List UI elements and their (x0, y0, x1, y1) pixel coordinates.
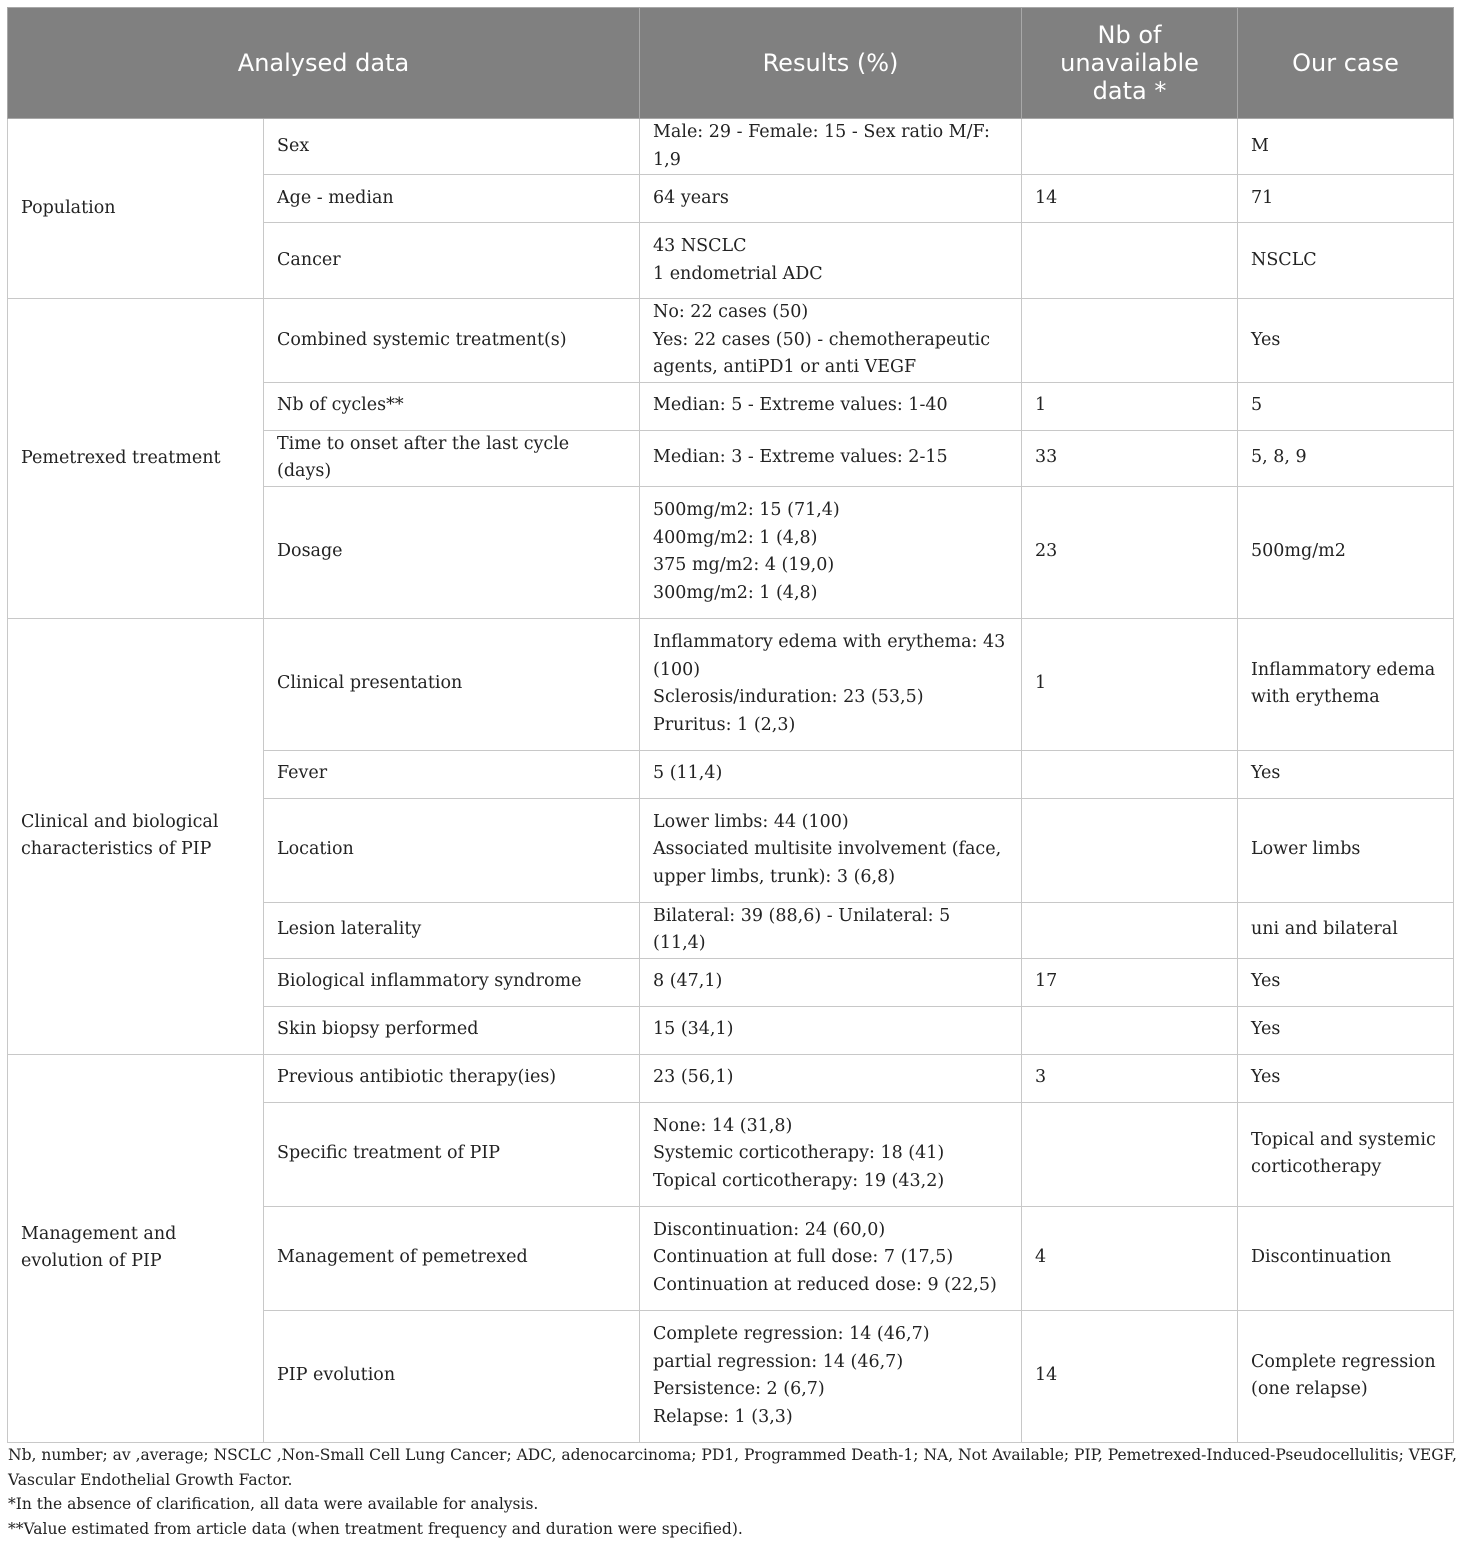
row-results (640, 486, 1022, 618)
our-case-line: (one relapse) (1251, 1379, 1368, 1399)
row-item-label: Fever (264, 750, 640, 798)
results-line: Pruritus: 1 (2,3) (653, 714, 796, 735)
footnote-cycles: **Value estimated from article data (when treatment frequency and duration were specified). (8, 1519, 743, 1538)
our-case-line: Yes (1251, 1067, 1281, 1088)
row-results (640, 750, 1022, 798)
row-our-case (1238, 486, 1454, 618)
row-our-case (1238, 175, 1454, 223)
table-row (8, 618, 1454, 750)
row-item-label: Age - median (264, 175, 640, 223)
results-line: partial regression: 14 (46,7) (653, 1351, 904, 1372)
our-case-line: 71 (1251, 187, 1274, 208)
header-unavailable: Nb of unavailable data * (1022, 8, 1238, 119)
table-header-row (8, 8, 1454, 119)
row-unavailable-count (1022, 798, 1238, 902)
row-item-label: PIP evolution (264, 1310, 640, 1442)
our-case-line: 5 (1251, 395, 1263, 416)
footnotes (8, 1443, 1458, 1541)
row-results (640, 430, 1022, 486)
results-line: 64 years (653, 187, 729, 208)
row-item-label: Management of pemetrexed (264, 1206, 640, 1310)
results-line: Persistence: 2 (6,7) (653, 1379, 825, 1399)
results-line: 5 (11,4) (653, 763, 723, 784)
our-case-line: Complete regression (1251, 1351, 1436, 1372)
row-our-case (1238, 798, 1454, 902)
row-results (640, 798, 1022, 902)
results-line: Bilateral: 39 (88,6) - Unilateral: 5 (11,4) (653, 905, 951, 953)
results-table (7, 7, 1454, 1443)
row-results (640, 1006, 1022, 1054)
row-unavailable-count: 1 (1022, 618, 1238, 750)
results-line: Male: 29 - Female: 15 - Sex ratio M/F: 1,9 (653, 122, 990, 170)
our-case-line: corticotherapy (1251, 1157, 1382, 1177)
results-line: 15 (34,1) (653, 1019, 734, 1040)
results-line: 43 NSCLC (653, 236, 747, 256)
row-unavailable-count (1022, 1006, 1238, 1054)
our-case-line: Yes (1251, 329, 1281, 350)
row-item-label: Cancer (264, 223, 640, 299)
row-results (640, 902, 1022, 958)
results-line: Continuation at reduced dose: 9 (22,5) (653, 1274, 997, 1295)
results-line: Complete regression: 14 (46,7) (653, 1324, 930, 1344)
row-unavailable-count: 33 (1022, 430, 1238, 486)
results-line: 1 endometrial ADC (653, 263, 823, 284)
row-our-case (1238, 382, 1454, 430)
our-case-line: Discontinuation (1251, 1247, 1392, 1268)
our-case-line: 500mg/m2 (1251, 541, 1346, 562)
header-results: Results (%) (640, 8, 1022, 119)
row-results (640, 223, 1022, 299)
header-our-case: Our case (1238, 8, 1454, 119)
row-item-label: Clinical presentation (264, 618, 640, 750)
our-case-line: with erythema (1251, 687, 1380, 707)
row-results (640, 1206, 1022, 1310)
row-our-case (1238, 223, 1454, 299)
table-row (8, 299, 1454, 383)
table-body (8, 119, 1454, 1443)
our-case-line: Topical and systemic (1251, 1129, 1436, 1150)
results-line: Discontinuation: 24 (60,0) (653, 1219, 886, 1240)
our-case-line: Yes (1251, 763, 1281, 784)
our-case-line: uni and bilateral (1251, 919, 1398, 940)
row-unavailable-count: 1 (1022, 382, 1238, 430)
row-item-label: Dosage (264, 486, 640, 618)
row-unavailable-count: 14 (1022, 175, 1238, 223)
row-results (640, 618, 1022, 750)
results-line: 400mg/m2: 1 (4,8) (653, 527, 818, 548)
results-line: No: 22 cases (50) (653, 302, 809, 322)
results-line: agents, antiPD1 or anti VEGF (653, 357, 917, 377)
results-line: Yes: 22 cases (50) - chemotherapeutic (653, 329, 991, 350)
row-item-label: Location (264, 798, 640, 902)
row-unavailable-count (1022, 1102, 1238, 1206)
row-our-case (1238, 1310, 1454, 1442)
row-unavailable-count: 17 (1022, 958, 1238, 1006)
row-item-label: Lesion laterality (264, 902, 640, 958)
row-our-case (1238, 430, 1454, 486)
row-unavailable-count (1022, 750, 1238, 798)
row-item-label: Sex (264, 119, 640, 175)
row-our-case (1238, 1206, 1454, 1310)
row-unavailable-count: 14 (1022, 1310, 1238, 1442)
our-case-line: Inflammatory edema (1251, 659, 1436, 680)
results-line: Systemic corticotherapy: 18 (41) (653, 1143, 945, 1164)
group-label: Clinical and biological characteristics of PIP (8, 618, 264, 1054)
results-line: Continuation at full dose: 7 (17,5) (653, 1247, 954, 1268)
results-line: None: 14 (31,8) (653, 1115, 793, 1136)
row-item-label: Combined systemic treatment(s) (264, 299, 640, 383)
row-our-case (1238, 750, 1454, 798)
footnote-abbreviations: Nb, number; av ,average; NSCLC ,Non-Small Cell Lung Cancer; ADC, adenocarcinoma; PD1, Programmed Death-1; NA, Not Available; PIP, Pemetrexed-Induced-Pseudocellulitis; VEGF, Vascular Endothelial Growth Factor. (8, 1446, 1457, 1489)
row-results (640, 175, 1022, 223)
row-item-label: Nb of cycles** (264, 382, 640, 430)
row-unavailable-count (1022, 902, 1238, 958)
row-item-label: Time to onset after the last cycle (days) (264, 430, 640, 486)
row-our-case (1238, 618, 1454, 750)
group-label: Pemetrexed treatment (8, 299, 264, 619)
row-item-label: Biological inflammatory syndrome (264, 958, 640, 1006)
results-line: Associated multisite involvement (face, (653, 839, 1002, 860)
row-our-case (1238, 1006, 1454, 1054)
results-line: 8 (47,1) (653, 971, 723, 992)
results-line: Relapse: 1 (3,3) (653, 1406, 793, 1427)
our-case-line: M (1251, 135, 1269, 156)
row-our-case (1238, 1102, 1454, 1206)
row-results (640, 1054, 1022, 1102)
results-line: Topical corticotherapy: 19 (43,2) (653, 1170, 945, 1191)
row-results (640, 382, 1022, 430)
row-unavailable-count: 3 (1022, 1054, 1238, 1102)
row-our-case (1238, 902, 1454, 958)
row-unavailable-count (1022, 299, 1238, 383)
header-analysed-data: Analysed data (8, 8, 640, 119)
row-our-case (1238, 1054, 1454, 1102)
table-row (8, 119, 1454, 175)
results-line: 23 (56,1) (653, 1067, 734, 1088)
row-item-label: Skin biopsy performed (264, 1006, 640, 1054)
our-case-line: Lower limbs (1251, 839, 1361, 860)
results-line: 375 mg/m2: 4 (19,0) (653, 555, 835, 575)
group-label: Population (8, 119, 264, 299)
row-results (640, 119, 1022, 175)
row-item-label: Previous antibiotic therapy(ies) (264, 1054, 640, 1102)
our-case-line: NSCLC (1251, 249, 1317, 270)
results-line: 300mg/m2: 1 (4,8) (653, 582, 818, 603)
group-label: Management and evolution of PIP (8, 1054, 264, 1442)
results-line: Sclerosis/induration: 23 (53,5) (653, 687, 924, 707)
row-unavailable-count (1022, 119, 1238, 175)
our-case-line: Yes (1251, 1019, 1281, 1040)
results-line: (100) (653, 659, 701, 680)
results-line: Inflammatory edema with erythema: 43 (653, 632, 1006, 652)
footnote-unavailable: *In the absence of clarification, all data were available for analysis. (8, 1495, 539, 1513)
row-our-case (1238, 958, 1454, 1006)
row-results (640, 1102, 1022, 1206)
row-item-label: Specific treatment of PIP (264, 1102, 640, 1206)
our-case-line: 5, 8, 9 (1251, 447, 1307, 468)
table-row (8, 1054, 1454, 1102)
row-results (640, 958, 1022, 1006)
row-unavailable-count: 23 (1022, 486, 1238, 618)
results-line: Median: 3 - Extreme values: 2-15 (653, 447, 948, 468)
row-our-case (1238, 119, 1454, 175)
row-unavailable-count (1022, 223, 1238, 299)
results-line: 500mg/m2: 15 (71,4) (653, 500, 840, 520)
results-line: upper limbs, trunk): 3 (6,8) (653, 866, 896, 887)
results-line: Lower limbs: 44 (100) (653, 811, 849, 832)
row-unavailable-count: 4 (1022, 1206, 1238, 1310)
row-our-case (1238, 299, 1454, 383)
row-results (640, 299, 1022, 383)
row-results (640, 1310, 1022, 1442)
our-case-line: Yes (1251, 971, 1281, 992)
results-line: Median: 5 - Extreme values: 1-40 (653, 395, 948, 416)
